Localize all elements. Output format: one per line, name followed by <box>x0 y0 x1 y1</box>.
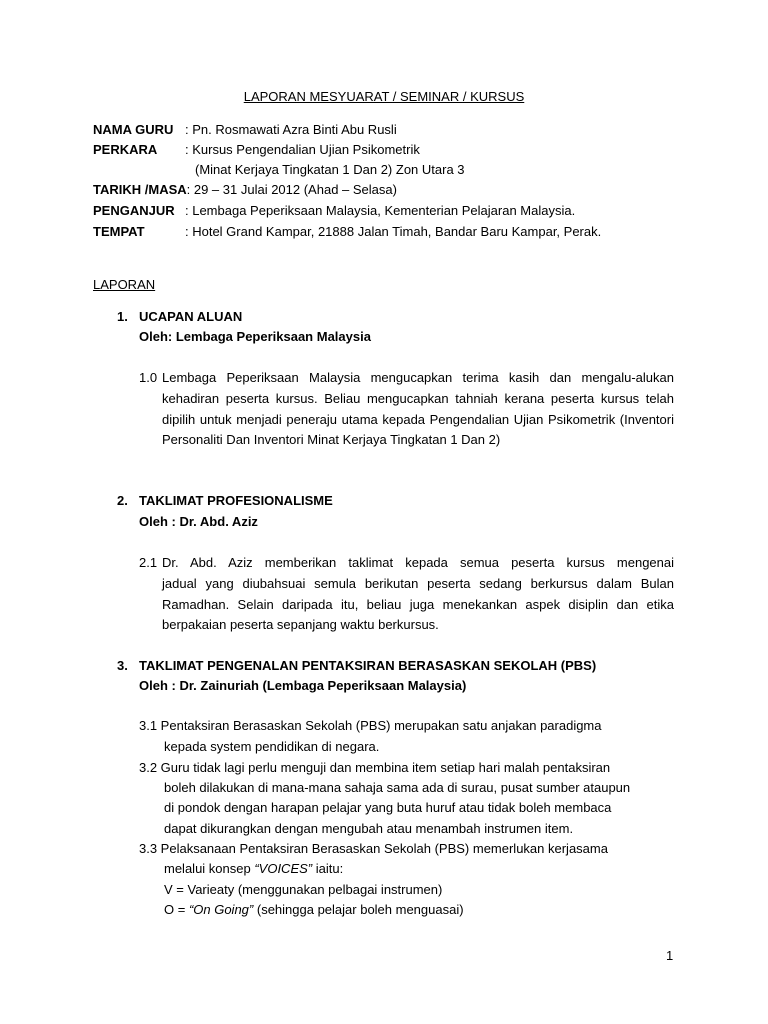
section3-number: 3. <box>117 658 128 673</box>
tarikh-label: TARIKH /MASA <box>93 182 187 197</box>
penganjur-label: PENGANJUR <box>93 203 175 218</box>
voices-term: “VOICES” <box>254 861 313 876</box>
para-1-0-number: 1.0 <box>139 370 158 385</box>
section1-number: 1. <box>117 309 128 324</box>
para-3-3-line2-a: melalui konsep <box>164 861 255 876</box>
tarikh-row <box>93 180 397 200</box>
section2-oleh: Oleh : Dr. Abd. Aziz <box>139 514 258 529</box>
tarikh-value: : 29 – 31 Julai 2012 (Ahad – Selasa) <box>186 182 397 197</box>
para-3-2-line2: boleh dilakukan di mana-mana sahaja sama ada di surau, pusat sumber ataupun <box>164 780 631 795</box>
section1-heading: UCAPAN ALUAN <box>139 309 243 324</box>
voices-o-item <box>164 900 464 920</box>
para-3-1-line1: 3.1 Pentaksiran Berasaskan Sekolah (PBS) merupakan satu anjakan paradigma <box>139 718 602 733</box>
para-3-3-line2 <box>164 859 343 879</box>
laporan-heading: LAPORAN <box>93 277 156 292</box>
nama-guru-value: : Pn. Rosmawati Azra Binti Abu Rusli <box>185 122 397 137</box>
para-3-2-line3: di pondok dengan harapan pelajar yang buta huruf atau tidak boleh membaca <box>164 800 612 815</box>
para-2-1-number: 2.1 <box>139 555 158 570</box>
para-3-1-line2: kepada system pendidikan di negara. <box>164 739 380 754</box>
para-1-0-body: kehadiran peserta kursus. Beliau mengucapkan tahniah kerana peserta kursus telah dipilih untuk menjadi peneraju utama kepada Pengendalian Ujian Psikometrik (Inventori Personaliti Dan Inventori Minat Kerjaya Tingkatan 1 Dan 2) <box>162 390 674 448</box>
section1-oleh: Oleh: Lembaga Peperiksaan Malaysia <box>139 329 371 344</box>
nama-guru-label: NAMA GURU <box>93 122 174 137</box>
para-3-2-line1: 3.2 Guru tidak lagi perlu menguji dan membina item setiap hari malah pentaksiran <box>139 760 611 775</box>
section3-heading: TAKLIMAT PENGENALAN PENTAKSIRAN BERASASKAN SEKOLAH (PBS) <box>139 658 597 673</box>
para-2-1-first-line: Dr. Abd. Aziz memberikan taklimat kepada semua peserta kursus mengenai <box>162 555 674 570</box>
tempat-value: : Hotel Grand Kampar, 21888 Jalan Timah, Bandar Baru Kampar, Perak. <box>185 224 602 239</box>
voices-o-suffix: (sehingga pelajar boleh menguasai) <box>253 902 464 917</box>
voices-o-prefix: O = <box>164 902 189 917</box>
para-1-0-first-line: Lembaga Peperiksaan Malaysia mengucapkan terima kasih dan mengalu-alukan <box>162 370 674 385</box>
page-title: LAPORAN MESYUARAT / SEMINAR / KURSUS <box>243 89 525 104</box>
perkara-value-line2: (Minat Kerjaya Tingkatan 1 Dan 2) Zon Utara 3 <box>195 162 465 177</box>
section2-heading: TAKLIMAT PROFESIONALISME <box>139 493 333 508</box>
page-number: 1 <box>666 948 674 963</box>
perkara-label: PERKARA <box>93 142 158 157</box>
section3-oleh: Oleh : Dr. Zainuriah (Lembaga Peperiksaan Malaysia) <box>139 678 467 693</box>
perkara-value: : Kursus Pengendalian Ujian Psikometrik <box>185 142 420 157</box>
para-3-3-line1: 3.3 Pelaksanaan Pentaksiran Berasaskan Sekolah (PBS) memerlukan kerjasama <box>139 841 608 856</box>
on-going-term: “On Going” <box>188 902 254 917</box>
para-3-2-line4: dapat dikurangkan dengan mengubah atau menambah instrumen item. <box>164 821 574 836</box>
voices-v-item: V = Varieaty (menggunakan pelbagai instrumen) <box>164 882 443 897</box>
penganjur-value: : Lembaga Peperiksaan Malaysia, Kementerian Pelajaran Malaysia. <box>185 203 576 218</box>
para-2-1-body: jadual yang diubahsuai semula berikutan peserta sedang berkursus dalam Bulan Ramadhan. Selain daripada itu, beliau juga menekankan aspek disiplin dan etika berpakaian peserta sepanjang waktu berkursus. <box>162 575 674 633</box>
para-3-3-line2-c: iaitu: <box>312 861 344 876</box>
section2-number: 2. <box>117 493 128 508</box>
tempat-label: TEMPAT <box>93 224 145 239</box>
